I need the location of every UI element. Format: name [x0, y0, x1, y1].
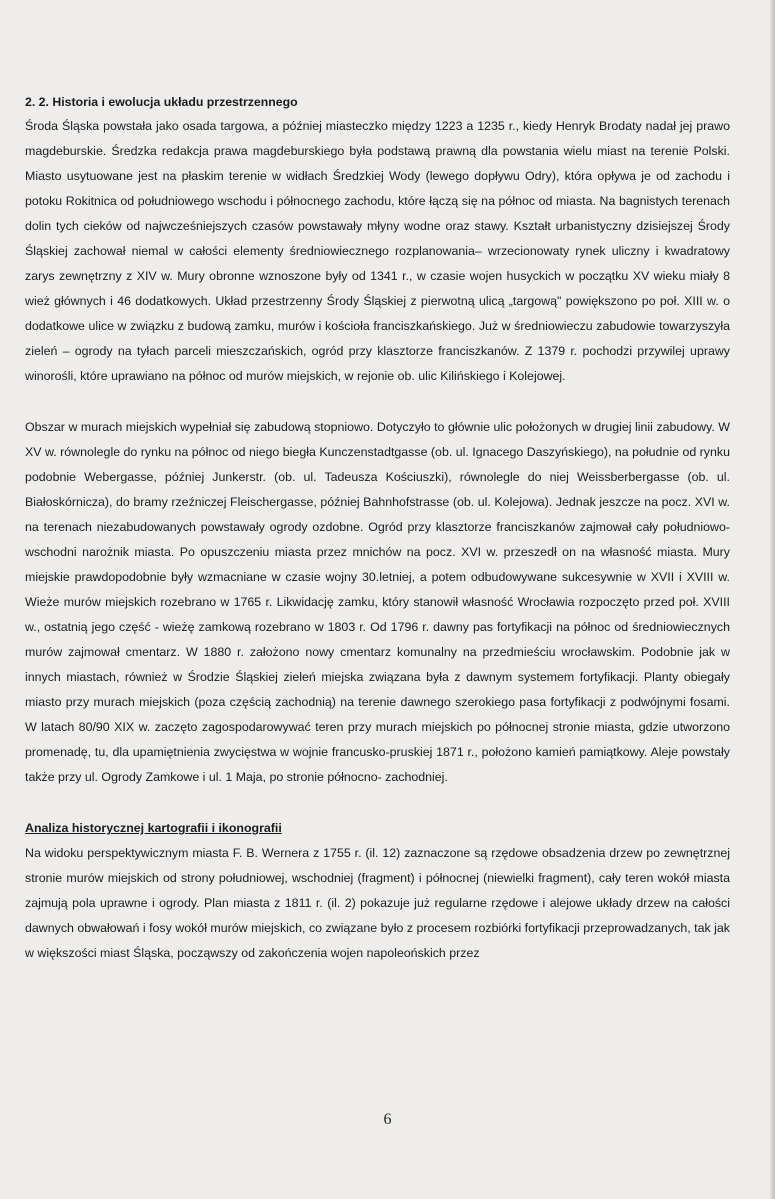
paragraph-development: Obszar w murach miejskich wypełniał się zabudową stopniowo. Dotyczyło to głównie ulic położonych w drugiej linii zabudowy. W XV w. równolegle do rynku na północ od niego biegła Kunczenstadtgasse (ob. ul. Ignacego Daszyńskiego), na południe od rynku podobnie Webergasse, później Junkerstr. (ob. ul. Tadeusza Kościuszki), równolegle do niej Weissberbergasse (ob. ul. Białoskórnicza), do bramy rzeźniczej Fleischergasse, później Bahnhofstrasse (ob. ul. Kolejowa). Jednak jeszcze na pocz. XVI w. na terenach niezabudowanych powstawały ogrody ozdobne. Ogród przy klasztorze franciszkanów zajmował cały południowo-wschodni narożnik miasta. Po opuszczeniu miasta przez mnichów na pocz. XVI w. przeszedł on na własność miasta. Mury miejskie prawdopodobnie były wzmacniane w czasie wojny 30.letniej, a potem odbudowywane sukcesywnie w XVII i XVIII w. Wieże murów miejskich rozebrano w 1765 r. Likwidację zamku, który stanowił własność Wrocławia rozpoczęto przed poł. XVIII w., ostatnią jego część - wieżę zamkową rozebrano w 1803 r. Od 1796 r. dawny pas fortyfikacji na północ od średniowiecznych murów zajmował cmentarz. W 1880 r. założono nowy cmentarz komunalny na przedmieściu wrocławskim. Podobnie jak w innych miastach, również w Środzie Śląskiej zieleń miejska związana była z dawnym systemem fortyfikacji. Planty obiegały miasto przy murach miejskich (poza częścią zachodnią) na terenie dawnego szerokiego pasa fortyfikacji z podwójnymi fosami. W latach 80/90 XIX w. zaczęto zagospodarowywać teren przy murach miejskich po północnej stronie miasta, gdzie utworzono promenadę, tu, dla upamiętnienia zwycięstwa w wojnie francusko-pruskiej 1871 r., położono kamień pamiątkowy. Aleje powstały także przy ul. Ogrody Zamkowe i ul. 1 Maja, po stronie północno- zachodniej. — [25, 419, 730, 785]
paragraph-gap — [25, 390, 730, 415]
section-heading: 2. 2. Historia i ewolucja układu przestrzennego — [25, 95, 298, 109]
paragraph-history: Środa Śląska powstała jako osada targowa, a później miasteczko między 1223 a 1235 r., kiedy Henryk Brodaty nadał jej prawo magdeburskie. Średzka redakcja prawa magdeburskiego była podstawą prawną dla powstania wielu miast na terenie Polski. Miasto usytuowane jest na płaskim terenie w widłach Średzkiej Wody (lewego dopływu Odry), która opływa je od zachodu i potoku Rokitnica od południowego wschodu i północnego zachodu, które łączą się na północ od miasta. Na bagnistych terenach dolin tych cieków od najwcześniejszych czasów powstawały młyny wodne oraz stawy. Kształt urbanistyczny dzisiejszej Środy Śląskiej zachował niemal w całości elementy średniowiecznego rozplanowania– wrzecionowaty rynek uliczny i kwadratowy zarys zewnętrzny z XIV w. Mury obronne wznoszone były od 1341 r., w czasie wojen husyckich w początku XV wieku miały 8 wież głównych i 46 dodatkowych. Układ przestrzenny Środy Śląskiej z pierwotną ulicą „targową" powiększono po poł. XIII w. o dodatkowe ulice w związku z budową zamku, murów i kościoła franciszkańskiego. Już w średniowieczu zabudowie towarzyszyła zieleń – ogrody na tyłach parceli mieszczańskich, ogród przy klasztorze franciszkanów. Z 1379 r. pochodzi przywilej uprawy winorośli, które uprawiano na północ od murów miejskich, w rejonie ob. ulic Kilińskiego i Kolejowej. — [25, 119, 730, 384]
subsection-heading: Analiza historycznej kartografii i ikonografii — [25, 821, 282, 836]
paragraph-gap — [25, 790, 730, 816]
paragraph-cartography: Na widoku perspektywicznym miasta F. B. Wernera z 1755 r. (il. 12) zaznaczone są rzędowe obsadzenia drzew po zewnętrznej stronie murów miejskich od strony południowej, wschodniej (fragment) i północnej (niewielki fragment), cały teren wokół miasta zajmują pola uprawne i ogrody. Plan miasta z 1811 r. (il. 2) pokazuje już regularne rzędowe i alejowe układy drzew na całości dawnych obwałowań i fosy wokół murów miejskich, co związane było z procesem rozbiórki fortyfikacji przeprowadzanych, tak jak w większości miast Śląska, począwszy od zakończenia wojen napoleońskich przez — [25, 846, 730, 961]
page-content — [25, 90, 730, 966]
page-number: 6 — [383, 1111, 392, 1128]
page-edge-shadow — [769, 0, 775, 1199]
